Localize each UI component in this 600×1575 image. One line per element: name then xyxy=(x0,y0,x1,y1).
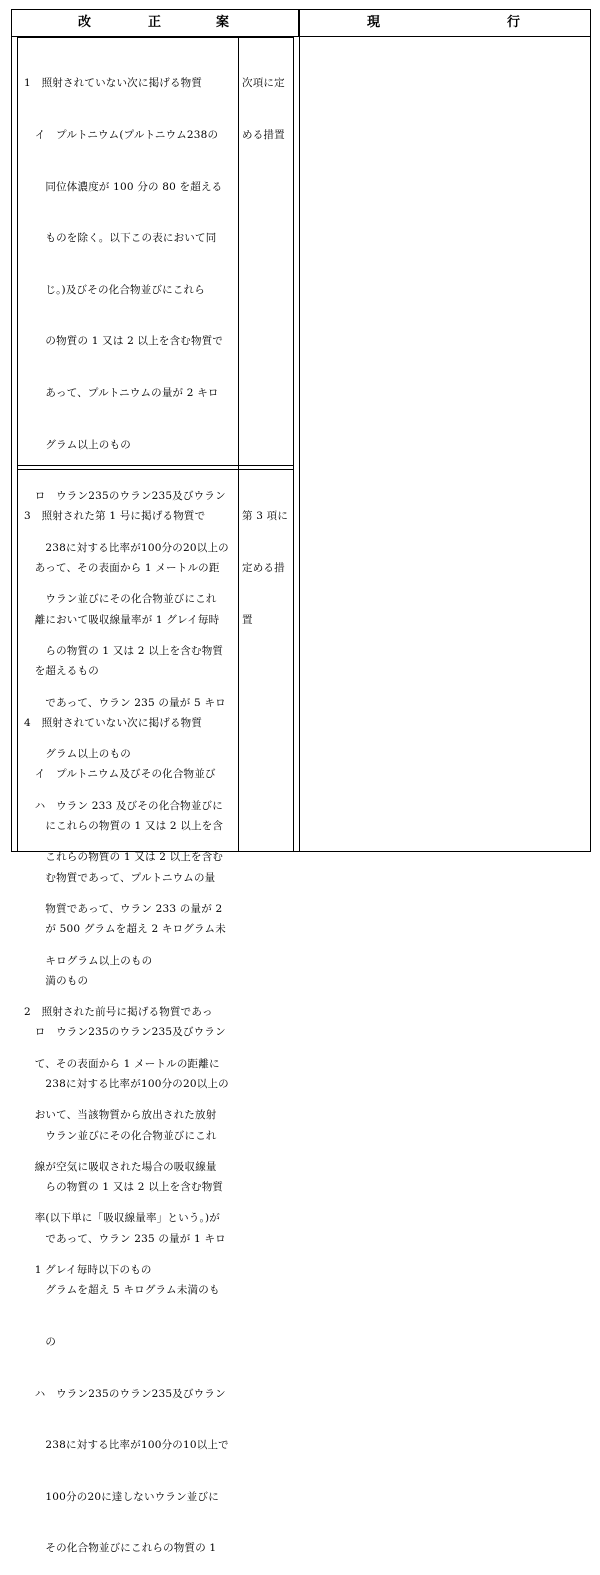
text-line: 率(以下単に「吸収線量率」という。)が xyxy=(24,1212,220,1225)
header-amended xyxy=(11,9,299,36)
text-line: らの物質の 1 又は 2 以上を含む物質 xyxy=(24,644,224,657)
text-line: 238に対する比率が100分の20以上の xyxy=(24,1077,229,1090)
text-line: グラムを超え 5 キログラム未満のも xyxy=(24,1284,220,1297)
text-line: の xyxy=(24,1335,57,1348)
text-line: 線が空気に吸収された場合の吸収線量 xyxy=(24,1160,217,1173)
text-line: ハ ウラン235のウラン235及びウラン xyxy=(24,1387,226,1400)
measure-column-divider xyxy=(238,37,239,852)
text-line: ものを除く。以下この表において同 xyxy=(24,232,217,245)
text-line: らの物質の 1 又は 2 以上を含む物質 xyxy=(24,1181,224,1194)
text-line: その化合物並びにこれらの物質の 1 xyxy=(24,1542,217,1555)
header-current xyxy=(299,9,589,36)
text-line: 置 xyxy=(242,613,253,626)
text-line: 1 グレイ毎時以下のもの xyxy=(24,1264,152,1277)
table-header xyxy=(11,9,591,37)
text-line: 同位体濃度が 100 分の 80 を超える xyxy=(24,180,223,193)
text-line: を超えるもの xyxy=(24,665,99,678)
text-line: おいて、当該物質から放出された放射 xyxy=(24,1109,217,1122)
text-line: て、その表面から 1 メートルの距離に xyxy=(24,1057,220,1070)
text-line: 100分の20に達しないウラン並びに xyxy=(24,1490,219,1503)
text-line: 定める措 xyxy=(242,562,285,574)
text-line: 満のもの xyxy=(24,974,89,987)
text-line: 238に対する比率が100分の20以上の xyxy=(24,541,229,554)
header-char: 改 xyxy=(78,15,92,30)
text-line: 離において吸収線量率が 1 グレイ毎時 xyxy=(24,613,220,626)
column-divider xyxy=(299,9,300,852)
text-line: 次項に定 xyxy=(242,77,285,90)
inner-left-border xyxy=(17,37,18,852)
header-char: 案 xyxy=(216,15,230,30)
text-line: あって、その表面から 1 メートルの距 xyxy=(24,562,220,574)
text-line: イ プルトニウム(プルトニウム238の xyxy=(24,129,219,141)
text-line: キログラム以上のもの xyxy=(24,954,153,967)
text-line: じ。)及びその化合物並びにこれら xyxy=(24,283,205,296)
text-line: ロ ウラン235のウラン235及びウラン xyxy=(24,1026,226,1039)
text-line: ハ ウラン 233 及びその化合物並びに xyxy=(24,799,223,812)
text-line: が 500 グラムを超え 2 キログラム未 xyxy=(24,923,226,936)
header-char: 正 xyxy=(148,15,162,30)
row2-main-text xyxy=(24,474,229,1575)
text-line: める措置 xyxy=(242,129,285,141)
text-line: ロ ウラン235のウラン235及びウラン xyxy=(24,490,226,503)
header-char: 行 xyxy=(507,15,521,30)
text-line: イ プルトニウム及びその化合物並び xyxy=(24,768,216,781)
inner-top-border xyxy=(17,37,294,38)
text-line: 3 照射された第 1 号に掲げる物質で xyxy=(24,510,206,523)
header-char: 現 xyxy=(367,15,381,30)
text-line: であって、ウラン 235 の量が 5 キロ xyxy=(24,696,226,709)
row2-measure-text xyxy=(242,474,288,646)
text-line: の物質の 1 又は 2 以上を含む物質で xyxy=(24,335,224,348)
text-line: 238に対する比率が100分の10以上で xyxy=(24,1439,229,1452)
text-line: であって、ウラン 235 の量が 1 キロ xyxy=(24,1232,226,1245)
text-line: 1 照射されていない次に掲げる物質 xyxy=(24,77,203,90)
text-line: グラム以上のもの xyxy=(24,748,131,761)
text-line: 物質であって、ウラン 233 の量が 2 xyxy=(24,902,223,915)
text-line: あって、プルトニウムの量が 2 キロ xyxy=(24,386,219,399)
text-line: ウラン並びにその化合物並びにこれ xyxy=(24,1129,217,1142)
row1-measure-text xyxy=(242,41,285,161)
text-line: これらの物質の 1 又は 2 以上を含む xyxy=(24,851,224,864)
text-line: む物質であって、プルトニウムの量 xyxy=(24,871,216,884)
text-line: 2 照射された前号に掲げる物質であっ xyxy=(24,1006,213,1019)
text-line: ウラン並びにその化合物並びにこれ xyxy=(24,593,217,606)
text-line: 4 照射されていない次に掲げる物質 xyxy=(24,716,203,729)
text-line: にこれらの物質の 1 又は 2 以上を含 xyxy=(24,819,224,832)
text-line: 第 3 項に xyxy=(242,510,289,523)
inner-right-border xyxy=(293,37,294,852)
text-line: グラム以上のもの xyxy=(24,438,131,451)
